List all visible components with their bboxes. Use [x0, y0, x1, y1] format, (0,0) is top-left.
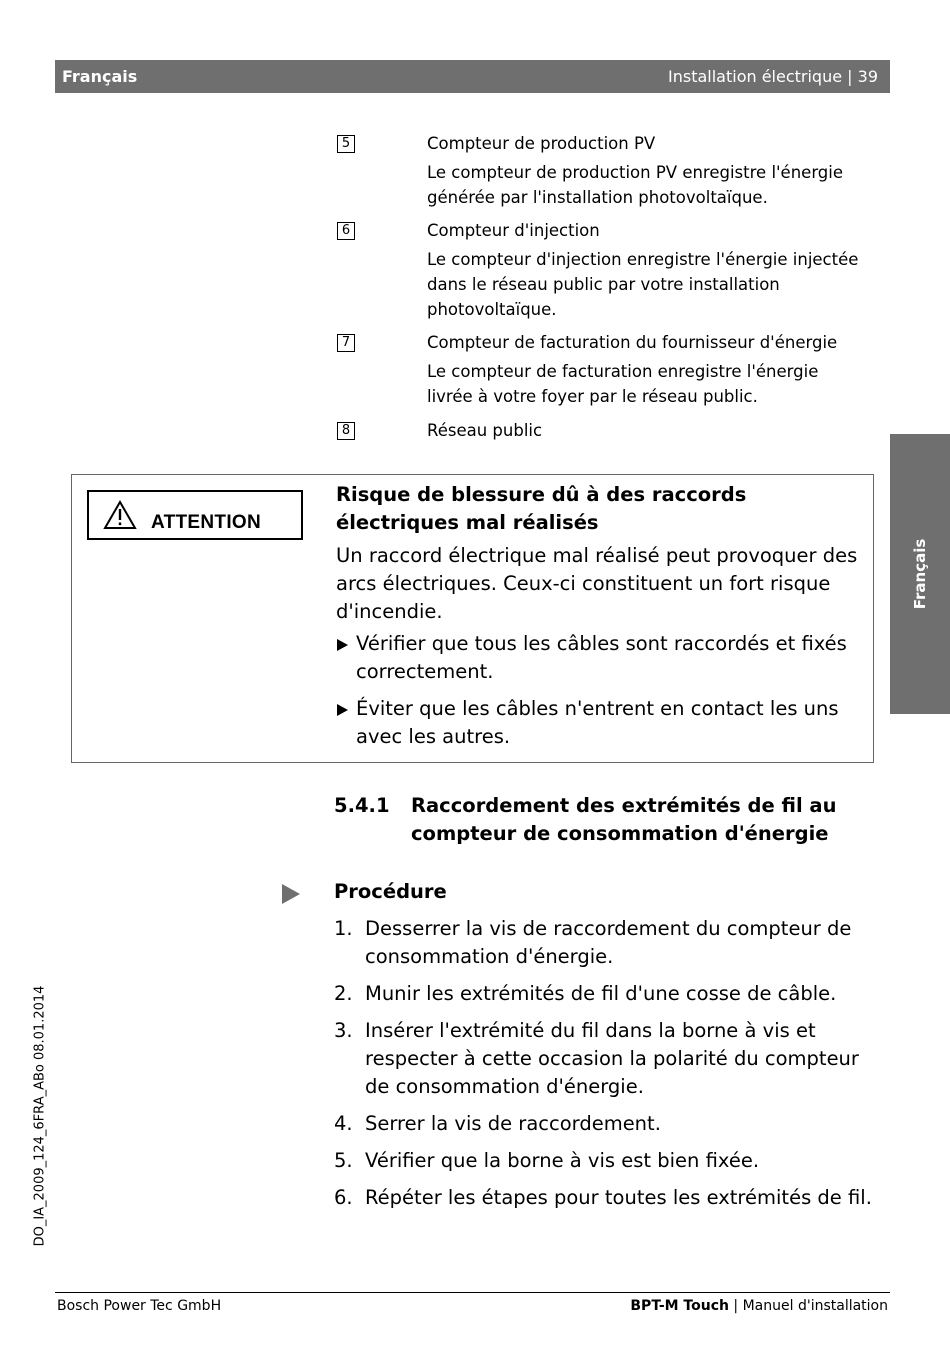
legend-number: 8: [337, 422, 355, 440]
step-number: 2.: [334, 982, 353, 1005]
legend-description: Le compteur d'injection enregistre l'énergie injectée dans le réseau public par votre installation photovoltaïque.: [427, 250, 859, 319]
attention-label-box: [87, 490, 303, 540]
legend-description: Le compteur de production PV enregistre l'énergie générée par l'installation photovoltaïque.: [427, 163, 844, 207]
header-section: Installation électrique | 39: [668, 67, 878, 86]
legend-description: Le compteur de facturation enregistre l'énergie livrée à votre foyer par le réseau public.: [427, 362, 819, 406]
step-number: 1.: [334, 917, 353, 940]
legend-item: [337, 131, 867, 210]
step-text: Serrer la vis de raccordement.: [365, 1112, 661, 1135]
step-text: Vérifier que la borne à vis est bien fixée.: [365, 1149, 760, 1172]
legend-title: Compteur d'injection: [427, 221, 600, 240]
legend-item: [337, 418, 867, 443]
warning-bullet-text: Vérifier que tous les câbles sont raccordés et fixés correctement.: [356, 632, 847, 683]
step-number: 6.: [334, 1186, 353, 1209]
procedure-step: [334, 1017, 874, 1101]
warning-bullet: [336, 630, 866, 686]
procedure-steps: [334, 915, 874, 1212]
warning-title: Risque de blessure dû à des raccords électriques mal réalisés: [336, 483, 747, 534]
legend-item: [337, 218, 867, 322]
section-title: Raccordement des extrémités de fil au compteur de consommation d'énergie: [411, 794, 837, 845]
step-number: 4.: [334, 1112, 353, 1135]
footer-company: Bosch Power Tec GmbH: [57, 1298, 222, 1314]
procedure-label: Procédure: [334, 880, 447, 903]
legend-title: Réseau public: [427, 421, 543, 440]
bullet-triangle-icon: [337, 704, 348, 716]
step-number: 3.: [334, 1019, 353, 1042]
legend-number: 7: [337, 334, 355, 352]
warning-bullet-text: Éviter que les câbles n'entrent en contact les uns avec les autres.: [356, 697, 839, 748]
legend-number: 6: [337, 222, 355, 240]
legend-title: Compteur de production PV: [427, 134, 656, 153]
section-number: 5.4.1: [334, 794, 390, 817]
procedure-step: [334, 1110, 874, 1138]
warning-bullet: [336, 695, 866, 751]
procedure-step: [334, 980, 874, 1008]
footer-product: BPT-M Touch: [630, 1298, 729, 1314]
step-text: Munir les extrémités de fil d'une cosse de câble.: [365, 982, 837, 1005]
footer-divider: [55, 1292, 890, 1293]
legend-number: 5: [337, 135, 355, 153]
legend-title: Compteur de facturation du fournisseur d'énergie: [427, 333, 838, 352]
header-language: Français: [62, 67, 138, 86]
document-id: DO_IA_2009_124_6FRA_ABo 08.01.2014: [32, 985, 48, 1247]
warning-content: [336, 481, 866, 751]
page-header: [55, 60, 890, 93]
footer-manual: [630, 1298, 888, 1314]
warning-triangle-icon: [103, 500, 137, 530]
step-text: Desserrer la vis de raccordement du compteur de consommation d'énergie.: [365, 917, 852, 968]
legend-item: [337, 330, 867, 409]
attention-label: ATTENTION: [151, 512, 262, 533]
procedure-step: [334, 1184, 874, 1212]
step-text: Insérer l'extrémité du fil dans la borne à vis et respecter à cette occasion la polarité du compteur de consommation d'énergie.: [365, 1019, 859, 1098]
warning-box: [71, 474, 874, 763]
side-tab-label: Français: [911, 538, 929, 610]
step-number: 5.: [334, 1149, 353, 1172]
procedure-step: [334, 915, 874, 971]
procedure-step: [334, 1147, 874, 1175]
footer-manual-title: | Manuel d'installation: [728, 1298, 888, 1314]
procedure-arrow-icon: [282, 884, 300, 904]
warning-text: Un raccord électrique mal réalisé peut provoquer des arcs électriques. Ceux-ci constituent un fort risque d'incendie.: [336, 544, 858, 623]
bullet-triangle-icon: [337, 639, 348, 651]
language-side-tab: [890, 434, 950, 714]
step-text: Répéter les étapes pour toutes les extrémités de fil.: [365, 1186, 872, 1209]
